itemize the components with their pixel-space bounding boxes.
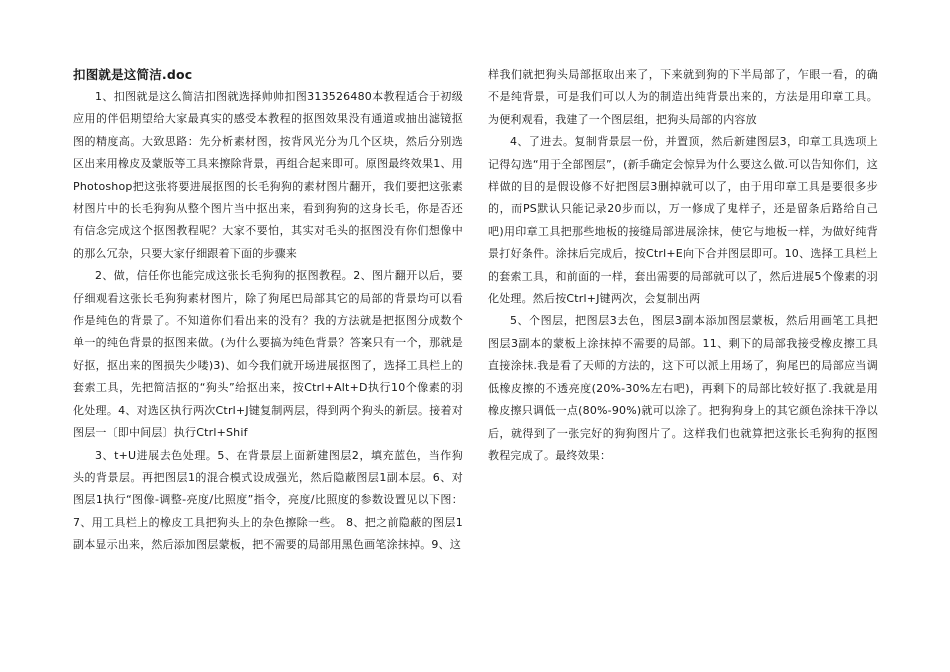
paragraph-2: 2、做，信任你也能完成这张长毛狗狗的抠图教程。2、图片翻开以后，要仔细观看这张长毛狗狗素材图片，除了狗尾巴局部其它的局部的背景均可以看作是纯色的背景了。不知道你们看出来的没有？我的方法就是把抠图分成数个单一的纯色背景的抠图来做。(为什么要搞为纯色背景？答案只有一个，那就是好抠，抠出来的图损失少喽)3)、如今我们就开场进展抠图了，选择工具栏上的套索工具，先把简洁抠的“狗头”给抠出来，按Ctrl+Alt+D执行10个像素的羽化处理。4、对选区执行两次Ctrl+J键复制两层，得到两个狗头的新层。接着对图层一〔即中间层〕执行Ctrl+Shif — [73, 269, 463, 440]
left-column — [73, 64, 463, 557]
right-column — [488, 64, 878, 467]
paragraph-3: 3、t+U进展去色处理。5、在背景层上面新建图层2，填充蓝色，当作狗头的背景层。再把图层1的混合模式设成强光，然后隐蔽图层1副本层。6、对图层1执行“图像-调整-亮度/比照度”指令，亮度/比照度的参数设置见以下图：7、用工具栏上的橡皮工具把狗头上的杂色擦除一些。 8、把之前隐蔽的图层1副本显示出来，然后添加图层蒙板，把不需要的局部用黑色画笔涂抹掉。9、这 — [73, 448, 463, 552]
document-title: 扣图就是这简洁.doc — [73, 67, 193, 82]
paragraph-1: 1、扣图就是这么简洁扣图就选择帅帅扣图313526480本教程适合于初级应用的伴侣期望给大家最真实的感受本教程的抠图效果没有通道或抽出滤镜抠图的精度高。大致思路：先分析素材图，按背风光分为几个区块，然后分别选区出来用橡皮及蒙版等工具来擦除背景，再组合起来即可。原图最终效果1、用Photoshop把这张将要进展抠图的长毛狗狗的素材图片翻开，我们要把这张素材图片中的长毛狗狗从整个图片当中抠出来，看到狗狗的这身长毛，你是否还有信念完成这个抠图教程呢？大家不要怕，其实对毛头的抠图没有你们想像中的那么冗杂，只要大家仔细跟着下面的步骤来 — [73, 90, 463, 260]
paragraph-4: 4、了进去。复制背景层一份，并置顶，然后新建图层3，印章工具选项上记得勾选“用于全部图层”，(新手确定会惊异为什么要这么做.可以告知你们，这样做的目的是假设修不好把图层3删掉就可以了，由于用印章工具是要很多步的，而PS默认只能记录20步而以，万一修成了鬼样子，还是留条后路给自己吧)用印章工具把那些地板的接缝局部进展涂抹，使它与地板一样，为做好纯背景打好条件。涂抹后完成后，按Ctrl+E向下合并图层即可。10、选择工具栏上的套索工具，和前面的一样，套出需要的局部就可以了，然后进展5个像素的羽化处理。然后按Ctrl+J键两次，会复制出两 — [488, 135, 878, 306]
paragraph-5: 5、个图层，把图层3去色，图层3副本添加图层蒙板，然后用画笔工具把图层3副本的蒙板上涂抹掉不需要的局部。11、剩下的局部我接受橡皮擦工具直接涂抹.我是看了天师的方法的，这下可以派上用场了，狗尾巴的局部应当调低橡皮擦的不透亮度(20%-30%左右吧)，再剩下的局部比较好抠了.我就是用橡皮擦只调低一点(80%-90%)就可以涂了。把狗狗身上的其它颜色涂抹干净以后，就得到了一张完好的狗狗图片了。这样我们也就算把这张长毛狗狗的抠图教程完成了。最终效果： — [488, 314, 878, 462]
paragraph-3-continued: 样我们就把狗头局部抠取出来了，下来就到狗的下半局部了，乍眼一看，的确不是纯背景，可是我们可以人为的制造出纯背景出来的，方法是用印章工具。为便利观看，我建了一个图层组，把狗头局部的内容放 — [488, 68, 878, 126]
